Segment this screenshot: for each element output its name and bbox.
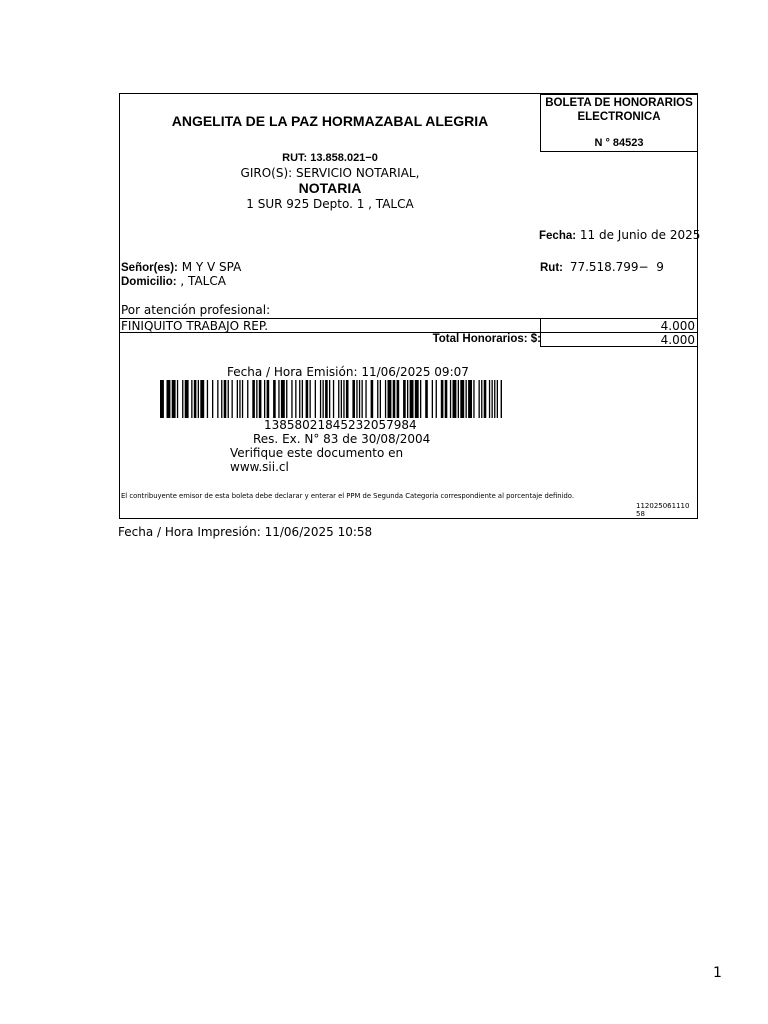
- fecha-row: [539, 228, 700, 242]
- boleta-title-line1: BOLETA DE HONORARIOS: [545, 97, 693, 109]
- impresion-datetime: Fecha / Hora Impresión: 11/06/2025 10:58: [118, 525, 373, 539]
- client-rut-label: Rut:: [540, 262, 563, 274]
- service-amount-cell: [540, 318, 698, 333]
- issuer-giro: GIRO(S): SERVICIO NOTARIAL,: [240, 166, 420, 180]
- footer-code-line1: 112025061110: [636, 502, 690, 510]
- boleta-number: N ° 84523: [594, 137, 644, 149]
- verify-link[interactable]: www.sii.cl: [230, 460, 289, 474]
- footer-code-line2: 58: [636, 510, 645, 518]
- domicilio-row: [121, 274, 226, 288]
- client-rut-value: 77.518.799− 9: [569, 260, 664, 274]
- resolution-text: Res. Ex. N° 83 de 30/08/2004: [253, 432, 431, 446]
- issuer-address: 1 SUR 925 Depto. 1 , TALCA: [246, 197, 414, 211]
- service-description-cell: [119, 318, 541, 333]
- verify-line1: Verifique este documento en: [230, 446, 404, 460]
- domicilio-label: Domicilio:: [121, 276, 177, 288]
- senor-label: Señor(es):: [121, 262, 178, 274]
- barcode: [160, 380, 502, 418]
- domicilio-value: , TALCA: [180, 274, 226, 288]
- barcode-number: 13858021845232057984: [264, 418, 417, 432]
- total-amount: 4.000: [660, 333, 695, 347]
- total-label: Total Honorarios: $:: [432, 333, 541, 345]
- fecha-value: 11 de Junio de 2025: [579, 228, 701, 242]
- legal-note: El contribuyente emisor de esta boleta debe declarar y enterar el PPM de Segunda Categoria correspondiente al porcentaje definido.: [121, 492, 575, 500]
- senor-value: M Y V SPA: [181, 260, 242, 274]
- fecha-label: Fecha:: [539, 230, 577, 242]
- senor-row: [121, 260, 241, 274]
- page-number: 1: [713, 965, 722, 981]
- issuer-rut: RUT: 13.858.021−0: [282, 152, 378, 164]
- total-amount-cell: [540, 332, 698, 347]
- issuer-activity: NOTARIA: [298, 180, 362, 196]
- boleta-box: [540, 94, 698, 152]
- client-rut-row: [540, 260, 664, 274]
- boleta-title-line2: ELECTRONICA: [577, 111, 661, 123]
- service-amount: 4.000: [660, 319, 695, 333]
- emision-datetime: Fecha / Hora Emisión: 11/06/2025 09:07: [227, 365, 469, 379]
- issuer-name: ANGELITA DE LA PAZ HORMAZABAL ALEGRIA: [171, 113, 489, 129]
- services-intro: Por atención profesional:: [121, 303, 271, 317]
- service-description: FINIQUITO TRABAJO REP.: [121, 319, 269, 333]
